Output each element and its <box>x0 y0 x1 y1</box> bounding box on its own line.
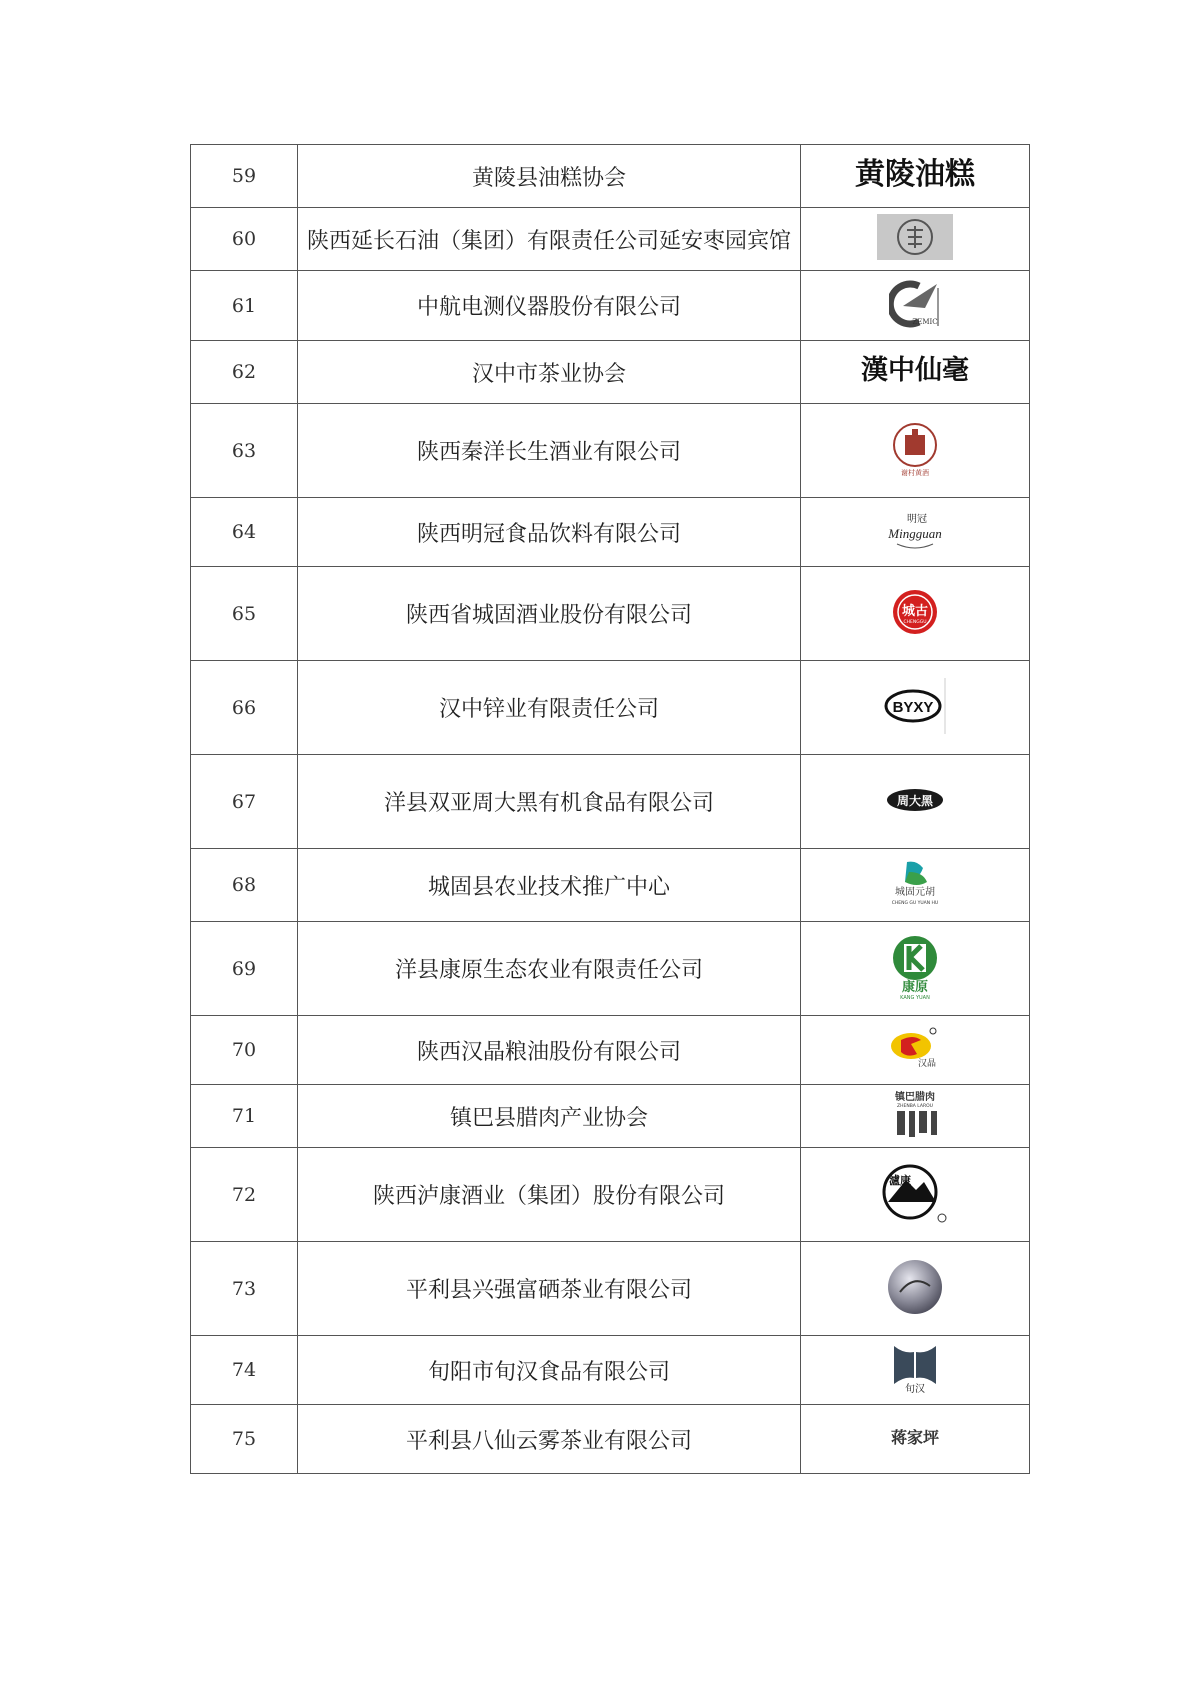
row-number: 61 <box>191 271 298 341</box>
organization-name: 洋县双亚周大黑有机食品有限公司 <box>298 755 801 849</box>
table-row <box>191 1085 1030 1148</box>
table-row <box>191 567 1030 661</box>
logo-text: ZEMIC <box>912 317 938 326</box>
logo-cell <box>801 271 1030 341</box>
table-row <box>191 755 1030 849</box>
logo-cell <box>801 498 1030 567</box>
jiangjiaping-logo <box>875 1423 955 1451</box>
table-row <box>191 922 1030 1016</box>
logo-cell <box>801 208 1030 271</box>
logo-text: 镇巴腊肉 <box>895 1092 935 1103</box>
row-number: 70 <box>191 1016 298 1085</box>
zaoyuan-hotel-logo <box>877 214 953 260</box>
table-row <box>191 1016 1030 1085</box>
table-row <box>191 1405 1030 1474</box>
lukang-liquor-logo <box>880 1162 950 1224</box>
zemic-logo <box>889 280 941 328</box>
logo-cell <box>801 567 1030 661</box>
row-number: 60 <box>191 208 298 271</box>
table-row <box>191 404 1030 498</box>
organization-name: 平利县八仙云雾茶业有限公司 <box>298 1405 801 1474</box>
logo-subtext: CHENGGU <box>903 619 927 625</box>
logo-cell <box>801 1085 1030 1148</box>
row-number: 64 <box>191 498 298 567</box>
logo-cell <box>801 1242 1030 1336</box>
logo-cell <box>801 755 1030 849</box>
logo-cell <box>801 1148 1030 1242</box>
row-number: 67 <box>191 755 298 849</box>
organization-name: 镇巴县腊肉产业协会 <box>298 1085 801 1148</box>
kangyuan-logo <box>887 934 943 1000</box>
logo-cell <box>801 341 1030 404</box>
organization-name: 陕西延长石油（集团）有限责任公司延安枣园宾馆 <box>298 208 801 271</box>
logo-cell <box>801 849 1030 922</box>
logo-text: 漢中仙毫 <box>861 355 969 386</box>
brand-table <box>190 144 1030 1474</box>
logo-text: 蒋家坪 <box>890 1428 940 1447</box>
brand-table-body <box>191 145 1030 1474</box>
organization-name: 陕西秦洋长生酒业有限公司 <box>298 404 801 498</box>
row-number: 63 <box>191 404 298 498</box>
logo-text: BYXY <box>892 698 934 716</box>
logo-subtext: KANG YUAN <box>900 994 930 1000</box>
table-row <box>191 341 1030 404</box>
table-row <box>191 271 1030 341</box>
byxy-logo <box>883 676 947 736</box>
row-number: 71 <box>191 1085 298 1148</box>
table-row <box>191 1336 1030 1405</box>
logo-subtext: Mingguan <box>888 526 942 541</box>
logo-text: 汉晶 <box>917 1059 937 1069</box>
qinyang-changsheng-liquor-logo <box>889 421 941 477</box>
chenggu-liquor-logo <box>890 587 940 637</box>
logo-text: 城古 <box>901 603 929 619</box>
table-row <box>191 849 1030 922</box>
table-row <box>191 145 1030 208</box>
table-row <box>191 208 1030 271</box>
row-number: 59 <box>191 145 298 208</box>
table-row <box>191 1148 1030 1242</box>
chenggu-yuanhu-logo <box>883 858 947 908</box>
logo-cell <box>801 1405 1030 1474</box>
organization-name: 平利县兴强富硒茶业有限公司 <box>298 1242 801 1336</box>
xunhan-logo <box>888 1342 942 1394</box>
organization-name: 城固县农业技术推广中心 <box>298 849 801 922</box>
organization-name: 陕西泸康酒业（集团）股份有限公司 <box>298 1148 801 1242</box>
logo-subtext: CHENG GU YUAN HU <box>891 901 939 906</box>
organization-name: 旬阳市旬汉食品有限公司 <box>298 1336 801 1405</box>
logo-cell <box>801 404 1030 498</box>
organization-name: 陕西省城固酒业股份有限公司 <box>298 567 801 661</box>
row-number: 74 <box>191 1336 298 1405</box>
organization-name: 汉中市茶业协会 <box>298 341 801 404</box>
hanzhong-xianhao-calligraphy-logo <box>850 350 980 390</box>
table-row <box>191 498 1030 567</box>
organization-name: 陕西汉晶粮油股份有限公司 <box>298 1016 801 1085</box>
zhoudahei-logo <box>885 785 945 815</box>
zhenba-larou-logo <box>885 1089 945 1139</box>
table-row <box>191 1242 1030 1336</box>
logo-text: 谢村黄酒 <box>901 468 929 477</box>
logo-text: 瀘康 <box>889 1173 911 1187</box>
logo-text: 城固元胡 <box>895 887 935 898</box>
hanjing-logo <box>887 1026 943 1070</box>
logo-text: 明冠 <box>907 514 927 525</box>
logo-text: 旬汉 <box>905 1384 925 1394</box>
row-number: 72 <box>191 1148 298 1242</box>
logo-text: 康原 <box>901 979 929 995</box>
organization-name: 黄陵县油糕协会 <box>298 145 801 208</box>
row-number: 68 <box>191 849 298 922</box>
row-number: 73 <box>191 1242 298 1336</box>
organization-name: 洋县康原生态农业有限责任公司 <box>298 922 801 1016</box>
organization-name: 陕西明冠食品饮料有限公司 <box>298 498 801 567</box>
organization-name: 中航电测仪器股份有限公司 <box>298 271 801 341</box>
logo-cell <box>801 1016 1030 1085</box>
mingguan-logo <box>883 508 947 552</box>
logo-cell <box>801 661 1030 755</box>
row-number: 69 <box>191 922 298 1016</box>
logo-text: 黄陵油糕 <box>855 157 975 192</box>
logo-text: 周大黑 <box>896 793 934 808</box>
xingqiang-tea-logo <box>886 1258 944 1316</box>
row-number: 62 <box>191 341 298 404</box>
logo-cell <box>801 922 1030 1016</box>
row-number: 65 <box>191 567 298 661</box>
logo-subtext: ZHENBA LAROU <box>897 1104 933 1109</box>
huangling-yougao-calligraphy-logo <box>845 154 985 194</box>
row-number: 66 <box>191 661 298 755</box>
logo-cell <box>801 145 1030 208</box>
row-number: 75 <box>191 1405 298 1474</box>
table-row <box>191 661 1030 755</box>
organization-name: 汉中锌业有限责任公司 <box>298 661 801 755</box>
logo-cell <box>801 1336 1030 1405</box>
